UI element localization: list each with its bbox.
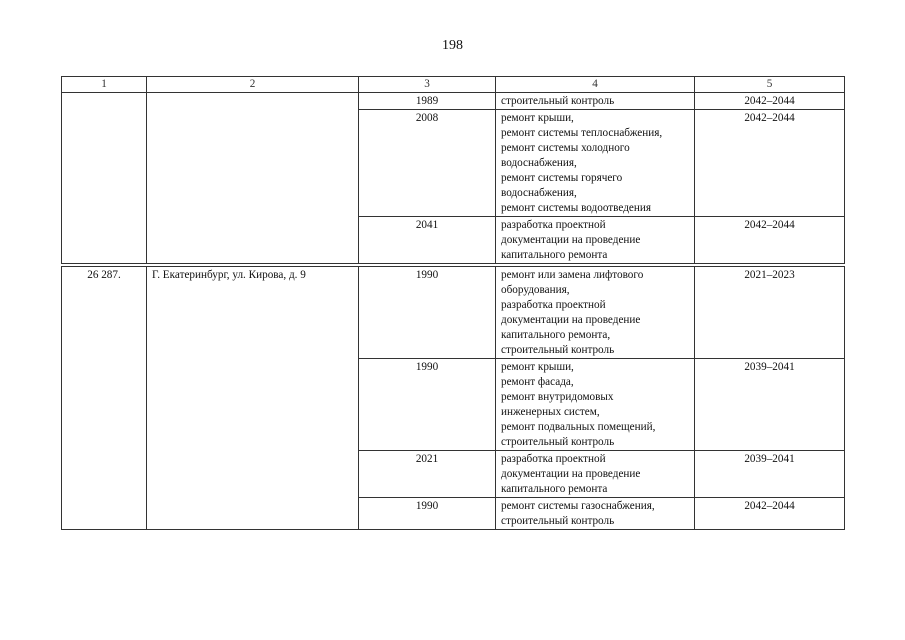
work-item: ремонт системы теплоснабжения, xyxy=(501,127,663,139)
work-item: ремонт системы холодного xyxy=(501,142,630,154)
works-cell xyxy=(496,93,695,110)
year-cell: 1990 xyxy=(359,359,496,451)
works-cell xyxy=(496,359,695,451)
works-cell xyxy=(496,498,695,530)
year-cell: 2008 xyxy=(359,110,496,217)
work-item: ремонт или замена лифтового xyxy=(501,269,644,281)
work-item: ремонт подвальных помещений, xyxy=(501,421,656,433)
work-item: водоснабжения, xyxy=(501,187,577,199)
year-cell: 1990 xyxy=(359,267,496,359)
work-item: ремонт системы горячего xyxy=(501,172,623,184)
work-item: инженерных систем, xyxy=(501,406,600,418)
work-item: ремонт системы водоотведения xyxy=(501,202,651,214)
column-number-4: 4 xyxy=(496,77,695,93)
work-item: документации на проведение xyxy=(501,234,641,246)
work-item: капитального ремонта xyxy=(501,249,608,261)
column-number-5: 5 xyxy=(695,77,845,93)
address-cell: Г. Екатеринбург, ул. Кирова, д. 9 xyxy=(147,267,359,530)
work-item: строительный контроль xyxy=(501,95,615,107)
object-number-cell: 26 287. xyxy=(62,267,147,530)
capital-repair-table xyxy=(61,76,845,530)
work-item: капитального ремонта, xyxy=(501,329,611,341)
work-item: водоснабжения, xyxy=(501,157,577,169)
period-cell: 2042–2044 xyxy=(695,217,845,264)
work-item: разработка проектной xyxy=(501,219,606,231)
work-item: документации на проведение xyxy=(501,314,641,326)
year-cell: 2041 xyxy=(359,217,496,264)
work-item: документации на проведение xyxy=(501,468,641,480)
period-cell: 2039–2041 xyxy=(695,451,845,498)
works-cell xyxy=(496,217,695,264)
work-item: оборудования, xyxy=(501,284,570,296)
page-number: 198 xyxy=(442,38,463,53)
work-item: строительный контроль xyxy=(501,344,615,356)
works-cell xyxy=(496,267,695,359)
work-item: ремонт внутридомовых xyxy=(501,391,614,403)
work-item: разработка проектной xyxy=(501,299,606,311)
column-number-2: 2 xyxy=(147,77,359,93)
work-item: ремонт системы газоснабжения, xyxy=(501,500,655,512)
work-item: строительный контроль xyxy=(501,436,615,448)
period-cell: 2021–2023 xyxy=(695,267,845,359)
work-item: ремонт фасада, xyxy=(501,376,574,388)
table-row xyxy=(62,267,845,359)
work-item: разработка проектной xyxy=(501,453,606,465)
period-cell: 2042–2044 xyxy=(695,93,845,110)
work-item: ремонт крыши, xyxy=(501,112,574,124)
table-row xyxy=(62,93,845,110)
period-cell: 2042–2044 xyxy=(695,110,845,217)
year-cell: 1990 xyxy=(359,498,496,530)
works-cell xyxy=(496,110,695,217)
column-number-1: 1 xyxy=(62,77,147,93)
year-cell: 1989 xyxy=(359,93,496,110)
period-cell: 2042–2044 xyxy=(695,498,845,530)
works-cell xyxy=(496,451,695,498)
work-item: строительный контроль xyxy=(501,515,615,527)
year-cell: 2021 xyxy=(359,451,496,498)
work-item: ремонт крыши, xyxy=(501,361,574,373)
column-number-row xyxy=(62,77,845,93)
address-cell xyxy=(147,93,359,264)
column-number-3: 3 xyxy=(359,77,496,93)
object-number-cell xyxy=(62,93,147,264)
period-cell: 2039–2041 xyxy=(695,359,845,451)
work-item: капитального ремонта xyxy=(501,483,608,495)
